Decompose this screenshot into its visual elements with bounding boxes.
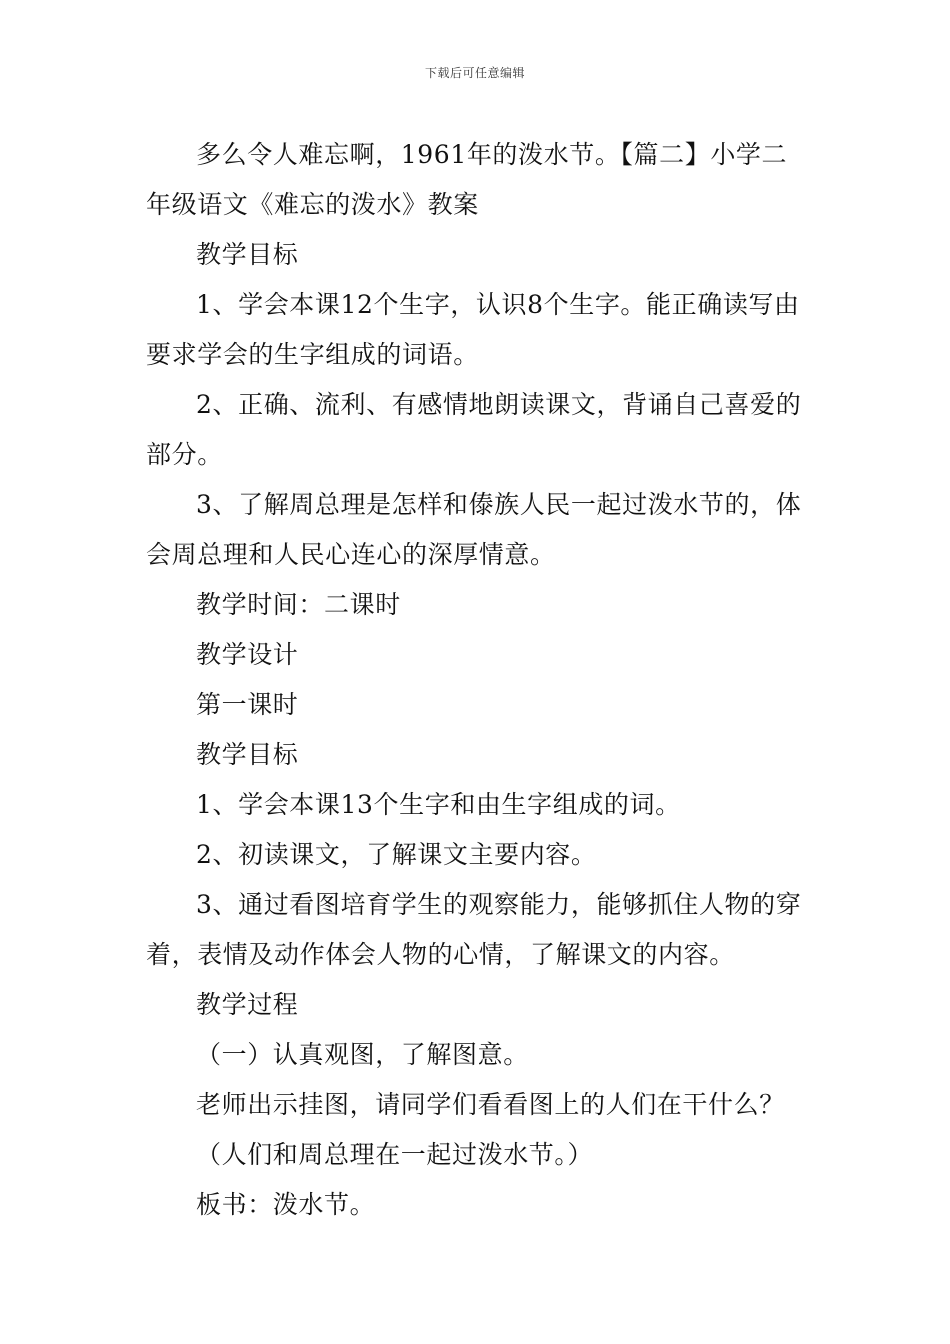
- paragraph: 3、了解周总理是怎样和傣族人民一起过泼水节的，体会周总理和人民心连心的深厚情意。: [146, 490, 802, 569]
- paragraph: 板书：泼水节。: [196, 1190, 376, 1219]
- paragraph: 老师出示挂图，请同学们看看图上的人们在干什么？: [196, 1090, 785, 1119]
- page-header: 下载后可任意编辑: [424, 66, 525, 80]
- section-heading: 第一课时: [196, 690, 299, 719]
- paragraph: 2、初读课文，了解课文主要内容。: [196, 840, 597, 869]
- paragraph: 教学时间：二课时: [196, 590, 401, 619]
- paragraph: 1、学会本课13个生字和由生字组成的词。: [196, 790, 681, 819]
- paragraph: 多么令人难忘啊，1961年的泼水节。【篇二】小学二年级语文《难忘的泼水》教案: [146, 140, 788, 219]
- section-heading: 教学目标: [196, 740, 299, 769]
- paragraph: 1、学会本课12个生字，认识8个生字。能正确读写由要求学会的生字组成的词语。: [146, 290, 800, 369]
- section-heading: 教学设计: [196, 640, 299, 669]
- paragraph: 2、正确、流利、有感情地朗读课文，背诵自己喜爱的部分。: [146, 390, 802, 469]
- document-body: [146, 130, 810, 1230]
- paragraph: （人们和周总理在一起过泼水节。）: [196, 1140, 594, 1169]
- subsection-heading: （一）认真观图，了解图意。: [196, 1040, 529, 1069]
- section-heading: 教学过程: [196, 990, 299, 1019]
- section-heading: 教学目标: [196, 240, 299, 269]
- paragraph: 3、通过看图培育学生的观察能力，能够抓住人物的穿着，表情及动作体会人物的心情，了解课文的内容。: [146, 890, 802, 969]
